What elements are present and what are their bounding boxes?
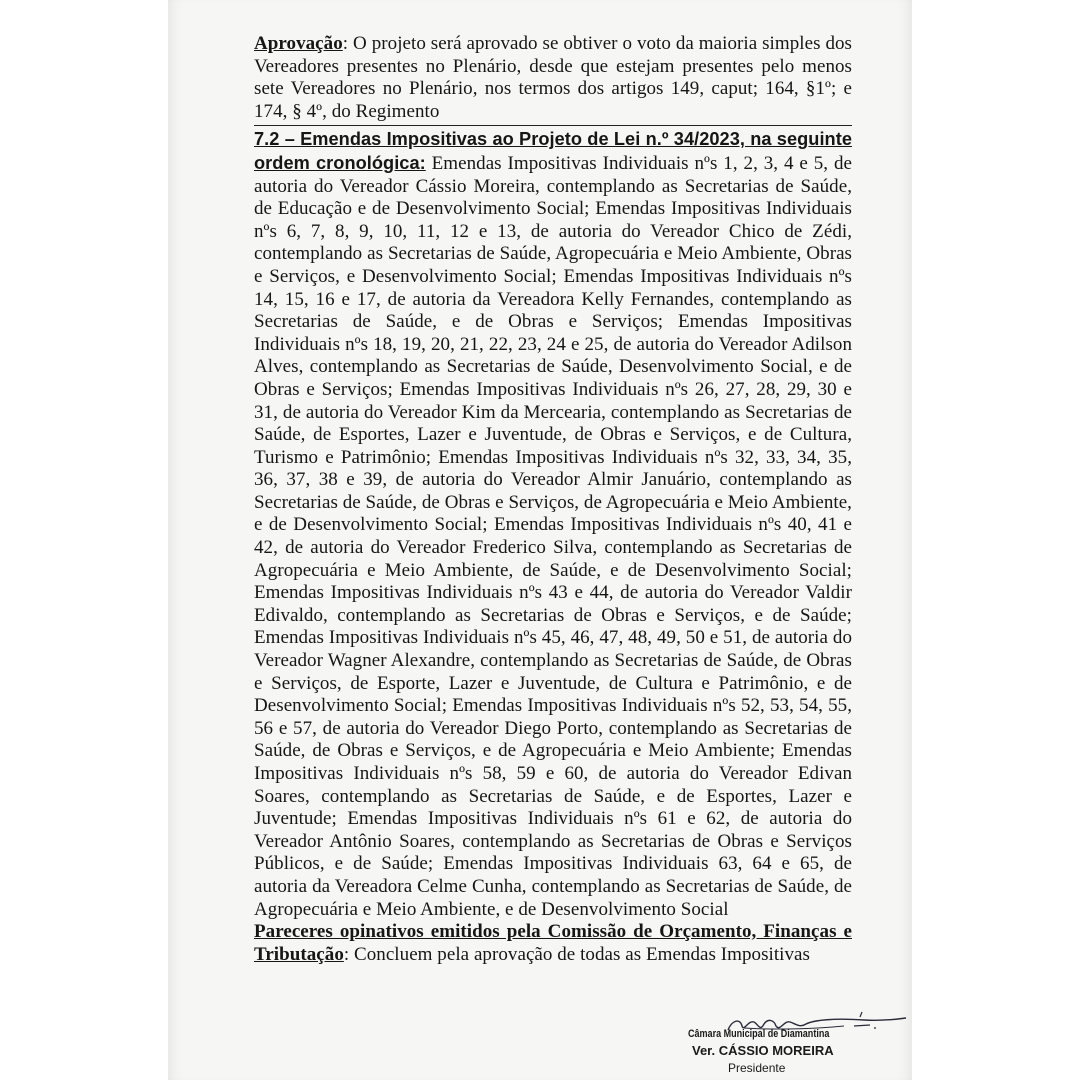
- opinions-text: : Concluem pela aprovação de todas as Emendas Impositivas: [343, 943, 810, 965]
- stamp-role: Presidente: [728, 1061, 786, 1075]
- approval-label: Aprovação: [254, 33, 343, 54]
- stamp-name: Ver. CÁSSIO MOREIRA: [692, 1043, 834, 1058]
- document-body: [254, 33, 852, 966]
- opinions-label: Pareceres opinativos emitidos pela Comissão de Orçamento, Finanças e Tributação: [254, 921, 852, 965]
- opinions-paragraph: [254, 921, 852, 966]
- approval-text: : O projeto será aprovado se obtiver o voto da maioria simples dos Vereadores presentes no Plenário, desde que estejam presentes pelo menos sete Vereadores no Plenário, nos termos dos artigos 149, caput; 164, §1º; e 174, § 4º, do Regimento: [254, 33, 852, 122]
- signature-stamp: [684, 1010, 934, 1080]
- section-7-2-heading: 7.2 – Emendas Impositivas ao Projeto de Lei n.º 34/2023, na seguinte ordem cronológica:: [254, 129, 852, 173]
- stamp-institution: Câmara Municipal de Diamantina: [688, 1028, 830, 1040]
- approval-paragraph: [254, 33, 852, 123]
- section-7-2-paragraph: [254, 125, 852, 921]
- section-7-2-text: Emendas Impositivas Individuais nºs 1, 2, 3, 4 e 5, de autoria do Vereador Cássio Moreira, contemplando as Secretarias de Saúde, de Educação e de Desenvolvimento Social; Emendas Impositivas Individuais nºs 6, 7, 8, 9, 10, 11, 12 e 13, de autoria do Vereador Chico de Zédi, contemplando as Secretarias de Saúde, Agropecuária e Meio Ambiente, Obras e Serviços, e Desenvolvimento Social; Emendas Impositivas Individuais nºs 14, 15, 16 e 17, de autoria da Vereadora Kelly Fernandes, contemplando as Secretarias de Saúde, e de Obras e Serviços; Emendas Impositivas Individuais nºs 18, 19, 20, 21, 22, 23, 24 e 25, de autoria do Vereador Adilson Alves, contemplando as Secretarias de Saúde, Desenvolvimento Social, e de Obras e Serviços; Emendas Impositivas Individuais nºs 26, 27, 28, 29, 30 e 31, de autoria do Vereador Kim da Mercearia, contemplando as Secretarias de Saúde, de Esportes, Lazer e Juventude, de Obras e Serviços, e de Cultura, Turismo e Patrimônio; Emendas Impositivas Individuais nºs 32, 33, 34, 35, 36, 37, 38 e 39, de autoria do Vereador Almir Januário, contemplando as Secretarias de Saúde, de Obras e Serviços, de Agropecuária e Meio Ambiente, e de Desenvolvimento Social; Emendas Impositivas Individuais nºs 40, 41 e 42, de autoria do Vereador Frederico Silva, contemplando as Secretarias de Agropecuária e Meio Ambiente, de Saúde, e de Desenvolvimento Social; Emendas Impositivas Individuais nºs 43 e 44, de autoria do Vereador Valdir Edivaldo, contemplando as Secretarias de Obras e Serviços, e de Saúde; Emendas Impositivas Individuais nºs 45, 46, 47, 48, 49, 50 e 51, de autoria do Vereador Wagner Alexandre, contemplando as Secretarias de Saúde, de Obras e Serviços, de Esporte, Lazer e Juventude, de Cultura e Patrimônio, e de Desenvolvimento Social; Emendas Impositivas Individuais nºs 52, 53, 54, 55, 56 e 57, de autoria do Vereador Diego Porto, contemplando as Secretarias de Saúde, de Obras e Serviços, e de Agropecuária e Meio Ambiente; Emendas Impositivas Individuais nºs 58, 59 e 60, de autoria do Vereador Edivan Soares, contemplando as Secretarias de Saúde, e de Esportes, Lazer e Juventude; Emendas Impositivas Individuais nºs 61 e 62, de autoria do Vereador Antônio Soares, contemplando as Secretarias de Obras e Serviços Públicos, e de Saúde; Emendas Impositivas Individuais 63, 64 e 65, de autoria da Vereadora Celme Cunha, contemplando as Secretarias de Saúde, de Agropecuária e Meio Ambiente, e de Desenvolvimento Social: [254, 152, 853, 920]
